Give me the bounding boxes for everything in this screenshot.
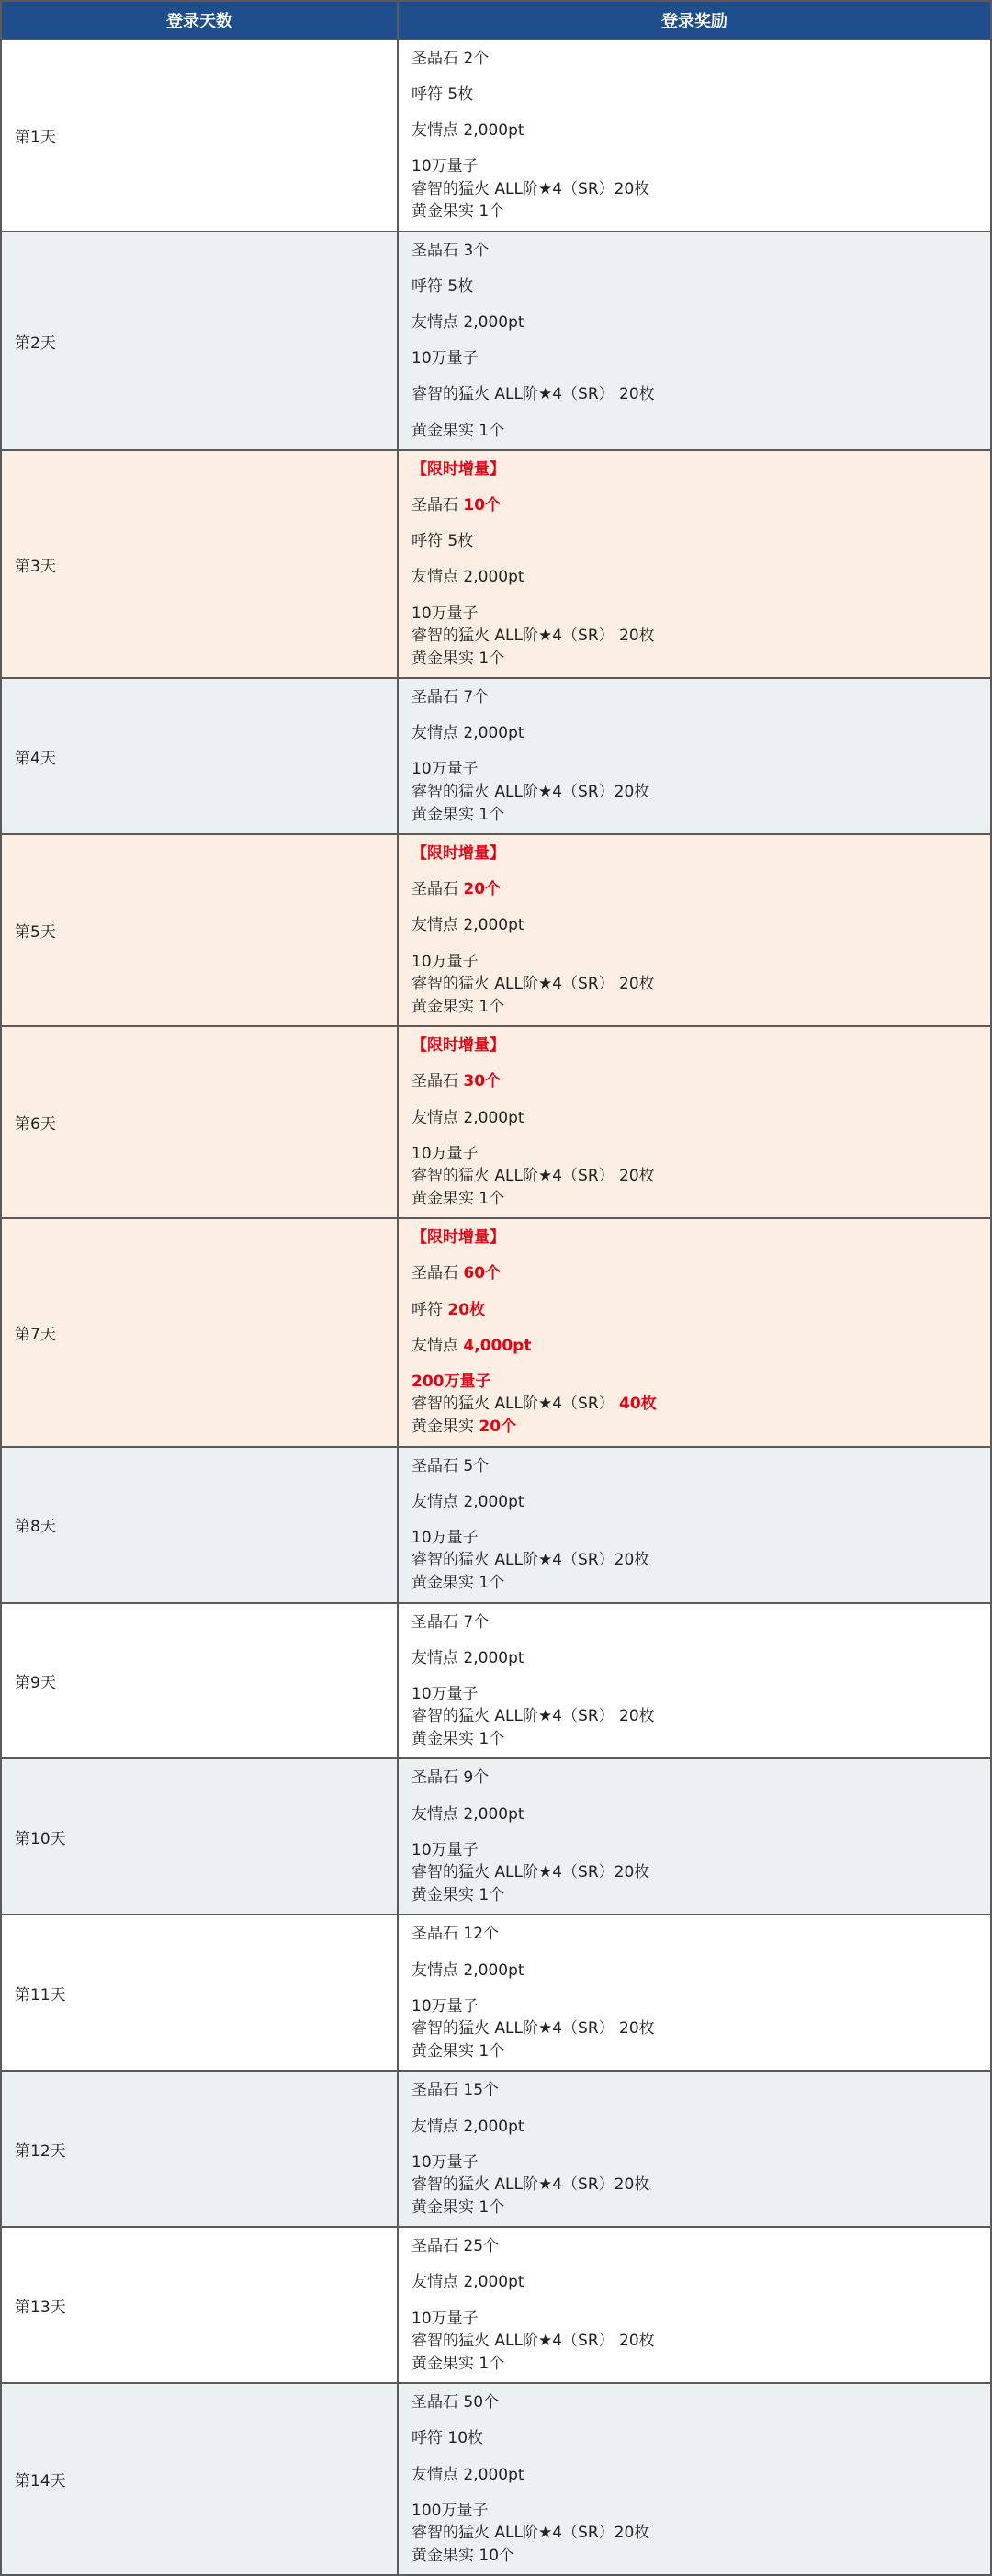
reward-line (411, 1705, 977, 1728)
reward-cell (398, 1758, 991, 1915)
table-row (1, 2227, 991, 2383)
reward-text: 黄金果实 (411, 1417, 479, 1436)
reward-line (411, 2235, 977, 2258)
reward-line (411, 2522, 977, 2545)
login-day-cell: 第5天 (1, 834, 398, 1026)
highlighted-reward-text: 20枚 (447, 1300, 486, 1319)
reward-item (411, 878, 977, 901)
reward-item (411, 494, 977, 517)
reward-item (411, 1107, 977, 1130)
login-day-cell: 第14天 (1, 2383, 398, 2575)
table-row (1, 678, 991, 834)
reward-text: 圣晶石 12个 (411, 1925, 500, 1944)
reward-text: 友情点 2,000pt (411, 724, 524, 743)
reward-line (411, 1393, 977, 1416)
reward-text: 呼符 5枚 (411, 85, 474, 105)
reward-text: 友情点 2,000pt (411, 1648, 524, 1667)
reward-text: 10万量子 (411, 1840, 479, 1859)
reward-line (411, 951, 977, 974)
login-day-cell: 第10天 (1, 1758, 398, 1915)
reward-text: 睿智的猛火 ALL阶★4（SR） 20枚 (411, 1707, 655, 1726)
reward-line (411, 1861, 977, 1884)
reward-item (411, 1923, 977, 1946)
reward-cell (398, 834, 991, 1026)
reward-line (411, 648, 977, 671)
reward-item (411, 383, 977, 406)
table-row (1, 1915, 991, 2071)
login-day-cell: 第4天 (1, 678, 398, 834)
reward-text: 圣晶石 7个 (411, 688, 490, 707)
reward-line (411, 2197, 977, 2220)
reward-item (411, 2391, 977, 2414)
reward-item (411, 2271, 977, 2294)
reward-line (411, 420, 977, 443)
highlighted-reward-text: 20个 (463, 880, 502, 899)
reward-item (411, 566, 977, 589)
reward-line (411, 240, 977, 263)
reward-cell (398, 2227, 991, 2383)
reward-text: 黄金果实 1个 (411, 1729, 505, 1748)
reward-line (411, 84, 977, 107)
reward-line (411, 878, 977, 901)
reward-text: 黄金果实 10个 (411, 2546, 515, 2565)
highlighted-reward-text: 【限时增量】 (411, 460, 505, 480)
reward-line (411, 2017, 977, 2040)
reward-text: 圣晶石 (411, 880, 464, 899)
reward-line (411, 2040, 977, 2063)
login-day-cell: 第13天 (1, 2227, 398, 2383)
reward-text: 友情点 2,000pt (411, 313, 524, 333)
reward-item (411, 119, 977, 142)
reward-item (411, 1371, 977, 1439)
reward-text: 睿智的猛火 ALL阶★4（SR）20枚 (411, 2524, 650, 2543)
highlighted-reward-text: 【限时增量】 (411, 844, 505, 864)
reward-line (411, 2271, 977, 2294)
reward-text: 睿智的猛火 ALL阶★4（SR） 20枚 (411, 627, 655, 646)
reward-item (411, 1767, 977, 1790)
reward-line (411, 1299, 977, 1322)
reward-text: 黄金果实 1个 (411, 997, 505, 1016)
reward-text: 友情点 2,000pt (411, 121, 524, 141)
reward-text: 睿智的猛火 ALL阶★4（SR） 20枚 (411, 385, 655, 404)
reward-text: 黄金果实 1个 (411, 2354, 505, 2373)
reward-text: 睿智的猛火 ALL阶★4（SR） 20枚 (411, 2019, 655, 2039)
reward-item (411, 1527, 977, 1595)
reward-text: 圣晶石 50个 (411, 2393, 500, 2412)
reward-item (411, 2116, 977, 2139)
reward-text: 黄金果实 1个 (411, 2041, 505, 2061)
login-day-cell: 第6天 (1, 1026, 398, 1218)
reward-line (411, 458, 977, 481)
reward-cell (398, 2071, 991, 2227)
reward-cell (398, 678, 991, 834)
reward-line (411, 914, 977, 937)
reward-line (411, 1034, 977, 1057)
login-day-cell: 第2天 (1, 232, 398, 450)
reward-text: 10万量子 (411, 1528, 479, 1547)
reward-item (411, 1803, 977, 1826)
reward-item (411, 603, 977, 671)
table-row (1, 1447, 991, 1603)
reward-item (411, 1960, 977, 1983)
reward-item (411, 758, 977, 826)
reward-item (411, 1683, 977, 1751)
reward-line (411, 2545, 977, 2568)
reward-item (411, 2235, 977, 2258)
reward-line (411, 2500, 977, 2523)
reward-text: 10万量子 (411, 1144, 479, 1163)
reward-item (411, 2427, 977, 2450)
reward-text: 黄金果实 1个 (411, 1885, 505, 1904)
reward-item (411, 420, 977, 443)
reward-item (411, 276, 977, 299)
reward-item (411, 48, 977, 71)
reward-item (411, 1611, 977, 1634)
reward-line (411, 178, 977, 201)
reward-line (411, 781, 977, 804)
reward-text: 睿智的猛火 ALL阶★4（SR）20枚 (411, 783, 650, 802)
highlighted-reward-text: 200万量子 (411, 1372, 491, 1391)
reward-cell (398, 2383, 991, 2575)
reward-item (411, 1262, 977, 1285)
reward-line (411, 1226, 977, 1249)
reward-cell (398, 1447, 991, 1603)
highlighted-reward-text: 【限时增量】 (411, 1036, 505, 1056)
reward-text: 10万量子 (411, 349, 479, 368)
reward-line (411, 1549, 977, 1572)
table-row (1, 2071, 991, 2227)
table-row (1, 40, 991, 232)
reward-text: 睿智的猛火 ALL阶★4（SR）20枚 (411, 1551, 650, 1570)
reward-line (411, 1683, 977, 1706)
reward-line (411, 1960, 977, 1983)
column-header-login-rewards: 登录奖励 (398, 1, 991, 40)
reward-line (411, 2353, 977, 2376)
reward-cell (398, 450, 991, 678)
reward-item (411, 155, 977, 223)
reward-item (411, 951, 977, 1019)
reward-line (411, 1527, 977, 1550)
reward-text: 圣晶石 3个 (411, 242, 490, 261)
reward-item (411, 1143, 977, 1211)
reward-item (411, 842, 977, 865)
reward-line (411, 1923, 977, 1946)
reward-line (411, 530, 977, 553)
reward-text: 友情点 2,000pt (411, 2117, 524, 2136)
login-day-cell: 第12天 (1, 2071, 398, 2227)
reward-text: 圣晶石 (411, 1264, 464, 1283)
reward-text: 睿智的猛火 ALL阶★4（SR） 20枚 (411, 1167, 655, 1186)
reward-item (411, 2152, 977, 2220)
reward-cell (398, 1026, 991, 1218)
reward-item (411, 1299, 977, 1322)
reward-text: 黄金果实 1个 (411, 649, 505, 668)
table-header-row (1, 1, 991, 40)
reward-item (411, 1839, 977, 1907)
reward-line (411, 1455, 977, 1478)
column-header-login-days: 登录天数 (1, 1, 398, 40)
reward-text: 黄金果实 1个 (411, 1189, 505, 1208)
highlighted-reward-text: 30个 (463, 1072, 502, 1091)
reward-line (411, 383, 977, 406)
login-day-cell: 第8天 (1, 1447, 398, 1603)
reward-line (411, 2391, 977, 2414)
reward-line (411, 1647, 977, 1670)
reward-text: 100万量子 (411, 2501, 489, 2520)
reward-line (411, 1839, 977, 1862)
reward-text: 呼符 (411, 1300, 448, 1319)
reward-text: 呼符 10枚 (411, 2429, 484, 2448)
reward-line (411, 155, 977, 178)
reward-text: 圣晶石 25个 (411, 2237, 500, 2256)
reward-cell (398, 40, 991, 232)
login-day-cell: 第9天 (1, 1603, 398, 1759)
reward-line (411, 2079, 977, 2102)
table-row (1, 1218, 991, 1446)
reward-text: 圣晶石 9个 (411, 1768, 490, 1788)
reward-text: 10万量子 (411, 157, 479, 176)
reward-text: 睿智的猛火 ALL阶★4（SR）20枚 (411, 179, 650, 198)
reward-line (411, 2308, 977, 2331)
reward-line (411, 566, 977, 589)
reward-text: 10万量子 (411, 760, 479, 779)
reward-text: 10万量子 (411, 2152, 479, 2172)
reward-text: 友情点 2,000pt (411, 1108, 524, 1127)
reward-item (411, 84, 977, 107)
reward-text: 圣晶石 2个 (411, 50, 490, 68)
reward-line (411, 1262, 977, 1285)
table-row (1, 2383, 991, 2575)
reward-text: 友情点 2,000pt (411, 1960, 524, 1980)
reward-line (411, 119, 977, 142)
reward-text: 圣晶石 7个 (411, 1612, 490, 1632)
reward-text: 友情点 2,000pt (411, 2465, 524, 2484)
reward-text: 10万量子 (411, 1996, 479, 2016)
reward-text: 黄金果实 1个 (411, 1573, 505, 1592)
reward-text: 10万量子 (411, 1684, 479, 1703)
reward-text: 圣晶石 (411, 496, 464, 515)
reward-item (411, 1455, 977, 1478)
reward-text: 呼符 5枚 (411, 277, 474, 297)
table-row (1, 1758, 991, 1915)
reward-line (411, 2152, 977, 2175)
reward-text: 黄金果实 1个 (411, 805, 505, 824)
reward-item (411, 686, 977, 709)
table-row (1, 1603, 991, 1759)
reward-cell (398, 1603, 991, 1759)
reward-line (411, 722, 977, 745)
reward-text: 黄金果实 1个 (411, 421, 505, 440)
reward-line (411, 311, 977, 334)
table-row (1, 232, 991, 450)
highlighted-reward-text: 【限时增量】 (411, 1228, 505, 1248)
reward-line (411, 1416, 977, 1439)
reward-text: 10万量子 (411, 604, 479, 623)
table-row (1, 834, 991, 1026)
reward-line (411, 842, 977, 865)
reward-line (411, 2116, 977, 2139)
reward-text: 睿智的猛火 ALL阶★4（SR） (411, 1395, 620, 1414)
reward-text: 圣晶石 15个 (411, 2081, 500, 2100)
reward-text: 睿智的猛火 ALL阶★4（SR） 20枚 (411, 2332, 655, 2351)
login-day-cell: 第1天 (1, 40, 398, 232)
highlighted-reward-text: 4,000pt (463, 1336, 532, 1355)
reward-line (411, 758, 977, 781)
reward-item (411, 458, 977, 481)
reward-item (411, 240, 977, 263)
reward-item (411, 914, 977, 937)
reward-text: 呼符 5枚 (411, 532, 474, 551)
reward-text: 黄金果实 1个 (411, 202, 505, 221)
reward-item (411, 1070, 977, 1093)
reward-cell (398, 1915, 991, 2071)
reward-line (411, 1767, 977, 1790)
reward-text: 睿智的猛火 ALL阶★4（SR） 20枚 (411, 975, 655, 994)
login-day-cell: 第3天 (1, 450, 398, 678)
reward-line (411, 1107, 977, 1130)
reward-item (411, 2500, 977, 2568)
reward-line (411, 1335, 977, 1358)
reward-line (411, 276, 977, 299)
reward-text: 圣晶石 5个 (411, 1456, 490, 1475)
reward-text: 睿智的猛火 ALL阶★4（SR）20枚 (411, 2175, 650, 2195)
reward-item (411, 1226, 977, 1249)
reward-text: 友情点 2,000pt (411, 1492, 524, 1511)
reward-line (411, 1491, 977, 1514)
reward-item (411, 2079, 977, 2102)
reward-line (411, 1995, 977, 2018)
reward-text: 友情点 2,000pt (411, 916, 524, 935)
reward-cell (398, 1218, 991, 1446)
login-day-cell: 第11天 (1, 1915, 398, 2071)
reward-line (411, 1728, 977, 1751)
reward-line (411, 973, 977, 996)
reward-text: 圣晶石 (411, 1072, 464, 1091)
reward-line (411, 494, 977, 517)
reward-line (411, 686, 977, 709)
reward-line (411, 804, 977, 827)
reward-line (411, 2174, 977, 2197)
reward-item (411, 1335, 977, 1358)
reward-line (411, 2464, 977, 2487)
reward-line (411, 603, 977, 626)
reward-line (411, 1188, 977, 1211)
reward-text: 10万量子 (411, 2309, 479, 2328)
reward-line (411, 1070, 977, 1093)
reward-line (411, 996, 977, 1019)
highlighted-reward-text: 60个 (463, 1264, 502, 1283)
reward-line (411, 1572, 977, 1595)
reward-item (411, 1647, 977, 1670)
reward-line (411, 2330, 977, 2353)
reward-text: 友情点 (411, 1336, 464, 1355)
reward-line (411, 625, 977, 648)
reward-line (411, 1803, 977, 1826)
reward-item (411, 530, 977, 553)
reward-line (411, 1143, 977, 1166)
highlighted-reward-text: 40枚 (619, 1395, 657, 1414)
table-row (1, 1026, 991, 1218)
reward-text: 友情点 2,000pt (411, 1804, 524, 1824)
login-day-cell: 第7天 (1, 1218, 398, 1446)
highlighted-reward-text: 20个 (479, 1417, 517, 1436)
reward-text: 10万量子 (411, 952, 479, 971)
reward-item (411, 311, 977, 334)
reward-line (411, 1165, 977, 1188)
reward-item (411, 1995, 977, 2063)
reward-item (411, 1034, 977, 1057)
table-body (1, 40, 991, 2575)
reward-item (411, 1491, 977, 1514)
reward-text: 黄金果实 1个 (411, 2198, 505, 2217)
highlighted-reward-text: 10个 (463, 496, 502, 515)
reward-item (411, 347, 977, 370)
reward-line (411, 2427, 977, 2450)
reward-text: 友情点 2,000pt (411, 568, 524, 587)
reward-item (411, 2308, 977, 2376)
table-row (1, 450, 991, 678)
reward-line (411, 1611, 977, 1634)
reward-line (411, 1884, 977, 1907)
reward-line (411, 347, 977, 370)
reward-line (411, 200, 977, 223)
reward-cell (398, 232, 991, 450)
reward-item (411, 722, 977, 745)
reward-item (411, 2464, 977, 2487)
reward-text: 睿智的猛火 ALL阶★4（SR）20枚 (411, 1863, 650, 1882)
reward-line (411, 1371, 977, 1394)
reward-text: 友情点 2,000pt (411, 2273, 524, 2292)
reward-line (411, 48, 977, 71)
